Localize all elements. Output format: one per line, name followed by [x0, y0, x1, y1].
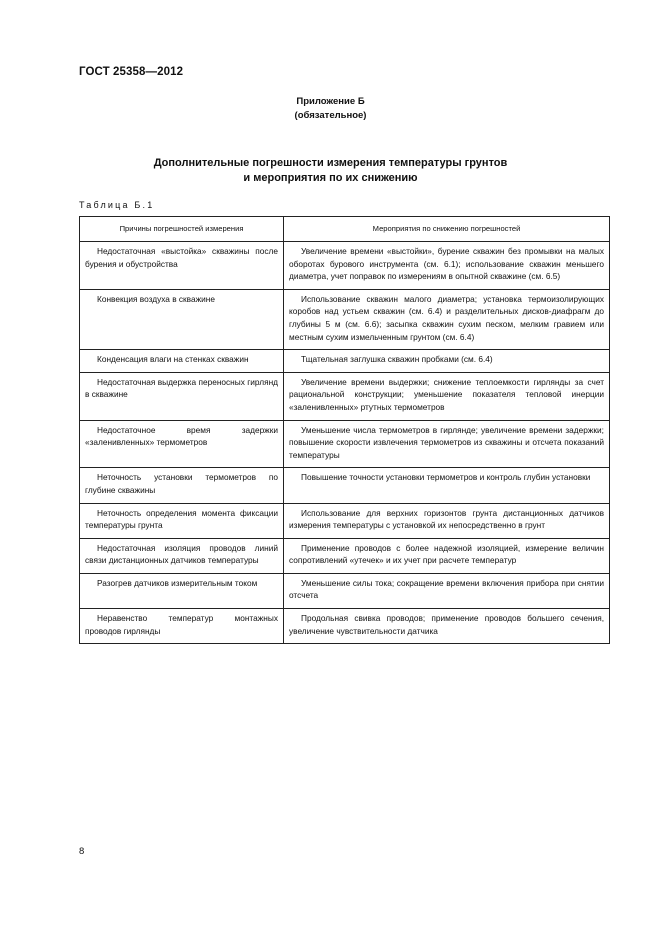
document-title-line-1: Дополнительные погрешности измерения температуры грунтов — [153, 157, 508, 169]
table-row — [80, 609, 610, 644]
document-title-line-2: и мероприятия по их снижению — [243, 172, 418, 184]
header-measures: Мероприятия по снижению погрешностей — [284, 217, 610, 242]
page-number: 8 — [79, 846, 85, 857]
table-caption: Таблица Б.1 — [79, 200, 155, 210]
measure-cell: Использование скважин малого диаметра; установка термоизолирующих коробов над устьем скважин (см. 6.4) и разделительных дисков-диафрагм до глубины 5 м (см. 6.6); засыпка скважин сухим песком, мелким гравием или местным сухим измельченным грунтом (см. 6.4) — [284, 289, 610, 349]
table-row — [80, 538, 610, 573]
measure-cell: Использование для верхних горизонтов грунта дистанционных датчиков измерения температуры с установкой их непосредственно в грунт — [284, 503, 610, 538]
measure-cell: Уменьшение силы тока; сокращение времени включения прибора при снятии отсчета — [284, 573, 610, 608]
errors-table-container — [79, 216, 609, 644]
table-row — [80, 350, 610, 373]
cause-cell: Конвекция воздуха в скважине — [80, 289, 284, 349]
table-row — [80, 468, 610, 503]
cause-cell: Недостаточная изоляция проводов линий связи дистанционных датчиков температуры — [80, 538, 284, 573]
annex-status: (обязательное) — [294, 110, 367, 121]
cause-cell: Неравенство температур монтажных проводов гирлянды — [80, 609, 284, 644]
cause-cell: Неточность установки термометров по глубине скважины — [80, 468, 284, 503]
measure-cell: Увеличение времени выдержки; снижение теплоемкости гирлянды за счет рациональной конструкции; уменьшение показателя тепловой инерции «заленивленных» ртутных термометров — [284, 372, 610, 420]
measure-cell: Увеличение времени «выстойки», бурение скважин без промывки на малых оборотах бурового инструмента (см. 6.1); использование скважин меньшего диаметра, учет поправок по измерениям в опытной скважине (см. 6.5) — [284, 242, 610, 290]
table-row — [80, 503, 610, 538]
table-row — [80, 420, 610, 468]
cause-cell: Разогрев датчиков измерительным током — [80, 573, 284, 608]
cause-cell: Недостаточная выдержка переносных гирлянд в скважине — [80, 372, 284, 420]
cause-cell: Недостаточная «выстойка» скважины после бурения и обустройства — [80, 242, 284, 290]
cause-cell: Конденсация влаги на стенках скважин — [80, 350, 284, 373]
table-row — [80, 372, 610, 420]
measure-cell: Уменьшение числа термометров в гирлянде; увеличение времени задержки; повышение скорости извлечения термометров из скважины и отсчета показаний температуры — [284, 420, 610, 468]
measure-cell: Применение проводов с более надежной изоляцией, измерение величин сопротивлений «утечек» и их учет при расчете температур — [284, 538, 610, 573]
table-row — [80, 573, 610, 608]
cause-cell: Недостаточное время задержки «заленивленных» термометров — [80, 420, 284, 468]
cause-cell: Неточность определения момента фиксации температуры грунта — [80, 503, 284, 538]
table-row — [80, 289, 610, 349]
standard-id: ГОСТ 25358—2012 — [79, 66, 184, 78]
measure-cell: Повышение точности установки термометров и контроль глубин установки — [284, 468, 610, 503]
table-row — [80, 242, 610, 290]
measure-cell: Тщательная заглушка скважин пробками (см. 6.4) — [284, 350, 610, 373]
errors-table — [79, 216, 610, 644]
annex-title: Приложение Б — [296, 96, 365, 107]
table-header-row — [80, 217, 610, 242]
header-causes: Причины погрешностей измерения — [80, 217, 284, 242]
measure-cell: Продольная свивка проводов; применение проводов большего сечения, увеличение чувствительности датчика — [284, 609, 610, 644]
